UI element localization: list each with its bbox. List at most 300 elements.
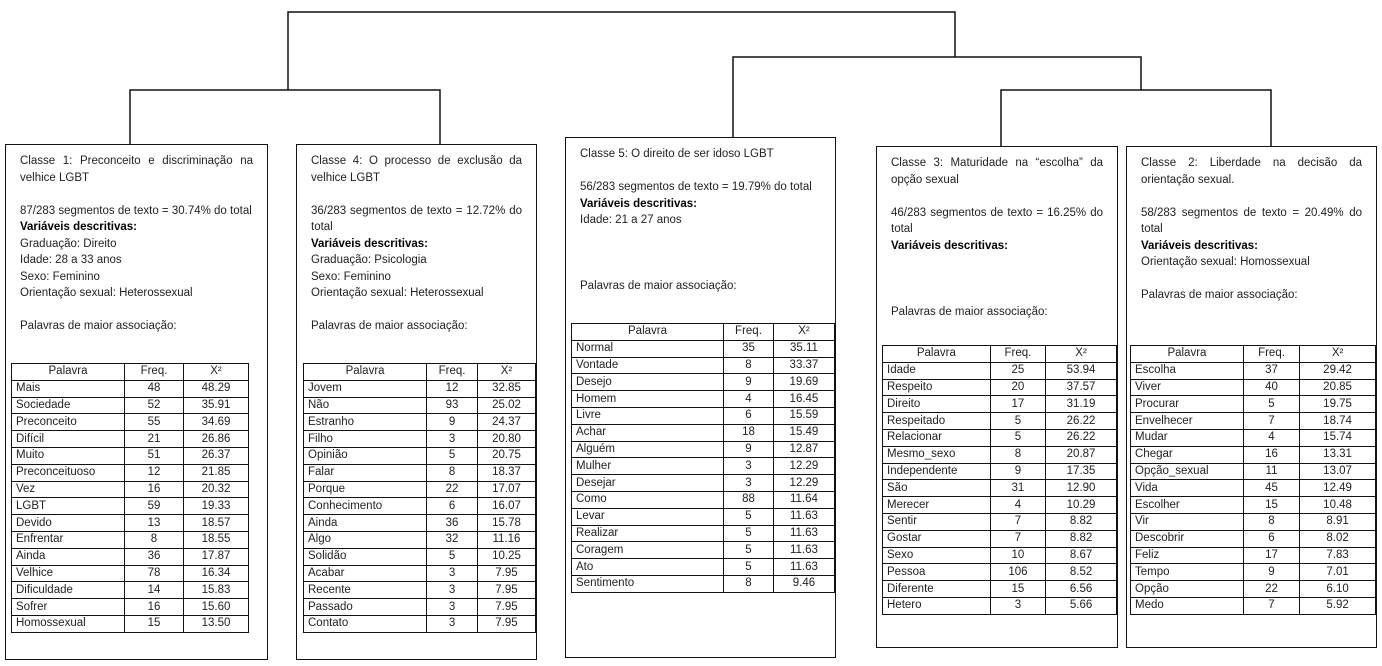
chi2-cell: 5.66	[1046, 597, 1117, 614]
chi2-cell: 10.48	[1300, 497, 1376, 514]
word-cell: Mesmo_sexo	[883, 446, 991, 463]
table-row	[572, 391, 835, 408]
chi2-cell: 18.55	[184, 531, 249, 548]
chi2-cell: 7.01	[1300, 564, 1376, 581]
freq-cell: 20	[990, 379, 1045, 396]
table-row	[304, 515, 536, 532]
table-row	[883, 446, 1117, 463]
segments-text: 46/283 segmentos de texto = 16.25% do total	[891, 206, 1103, 235]
word-cell: São	[883, 480, 991, 497]
chi2-cell: 5.92	[1300, 597, 1376, 614]
table-row	[12, 531, 249, 548]
table-row	[883, 581, 1117, 598]
table-row	[572, 559, 835, 576]
words-label: Palavras de maior associação:	[1141, 289, 1298, 301]
freq-cell: 5	[724, 542, 774, 559]
chi2-cell: 18.57	[184, 515, 249, 532]
freq-cell: 106	[990, 564, 1045, 581]
table-header-row	[12, 364, 249, 381]
word-cell: Homossexual	[12, 615, 125, 632]
chi2-cell: 13.31	[1300, 446, 1376, 463]
chi2-cell: 8.82	[1046, 530, 1117, 547]
chi2-cell: 20.32	[184, 481, 249, 498]
chi2-cell: 26.22	[1046, 413, 1117, 430]
table-row	[1131, 396, 1376, 413]
word-cell: Não	[304, 397, 427, 414]
chi2-cell: 12.29	[773, 458, 834, 475]
freq-cell: 8	[990, 446, 1045, 463]
words-table	[1130, 345, 1376, 615]
freq-cell: 16	[125, 481, 184, 498]
table-row	[883, 564, 1117, 581]
words-table	[11, 363, 249, 633]
class-box	[565, 137, 836, 658]
spacer	[20, 186, 253, 203]
chi2-cell: 15.78	[477, 515, 535, 532]
table-row	[572, 458, 835, 475]
table-row	[572, 475, 835, 492]
chi2-cell: 16.45	[773, 391, 834, 408]
chi2-cell: 26.22	[1046, 429, 1117, 446]
word-cell: Respeitado	[883, 413, 991, 430]
chi2-cell: 15.60	[184, 599, 249, 616]
table-row	[883, 379, 1117, 396]
chi2-cell: 24.37	[477, 414, 535, 431]
freq-cell: 9	[724, 374, 774, 391]
word-cell: Independente	[883, 463, 991, 480]
word-cell: Vir	[1131, 513, 1244, 530]
chi2-cell: 18.37	[477, 464, 535, 481]
word-cell: Sofrer	[12, 599, 125, 616]
word-cell: Estranho	[304, 414, 427, 431]
word-cell: Contato	[304, 615, 427, 632]
word-cell: Solidão	[304, 548, 427, 565]
dendrogram-left-branch	[130, 90, 440, 144]
spacer	[891, 287, 1103, 304]
word-cell: Ato	[572, 559, 724, 576]
table-row	[572, 340, 835, 357]
variables-label: Variáveis descritivas:	[1141, 239, 1258, 252]
table-row	[883, 497, 1117, 514]
table-row	[304, 615, 536, 632]
segments-text: 87/283 segmentos de texto = 30.74% do total	[20, 204, 252, 217]
freq-cell: 17	[1243, 547, 1299, 564]
table-row	[1131, 413, 1376, 430]
table-row	[1131, 581, 1376, 598]
table-row	[1131, 463, 1376, 480]
chi2-cell: 12.49	[1300, 480, 1376, 497]
variables-label: Variáveis descritivas:	[20, 221, 137, 233]
class-box	[296, 144, 537, 660]
freq-cell: 3	[427, 431, 478, 448]
spacer	[891, 188, 1103, 205]
chi2-cell: 7.95	[477, 565, 535, 582]
column-header: Palavra	[572, 324, 724, 341]
chi2-cell: 31.19	[1046, 396, 1117, 413]
column-header: Palavra	[1131, 346, 1244, 363]
freq-cell: 3	[724, 475, 774, 492]
class-title: Classe 3: Maturidade na “escolha” da opção sexual	[891, 157, 1103, 186]
freq-cell: 15	[125, 615, 184, 632]
freq-cell: 16	[1243, 446, 1299, 463]
chi2-cell: 17.87	[184, 548, 249, 565]
freq-cell: 31	[990, 480, 1045, 497]
column-header: Freq.	[125, 364, 184, 381]
column-header: Palavra	[883, 346, 991, 363]
word-cell: Desejo	[572, 374, 724, 391]
word-cell: Velhice	[12, 565, 125, 582]
chi2-cell: 11.64	[773, 491, 834, 508]
table-row	[572, 374, 835, 391]
dendrogram-right-branch	[733, 57, 1141, 137]
chi2-cell: 18.74	[1300, 413, 1376, 430]
word-cell: Conhecimento	[304, 498, 427, 515]
word-cell: Escolha	[1131, 362, 1244, 379]
freq-cell: 35	[724, 340, 774, 357]
word-cell: Mudar	[1131, 429, 1244, 446]
column-header: X²	[1300, 346, 1376, 363]
variable-item: Sexo: Feminino	[311, 270, 391, 283]
words-label: Palavras de maior associação:	[891, 305, 1048, 318]
chi2-cell: 17.07	[477, 481, 535, 498]
dendrogram-right-sub-branch	[1001, 90, 1271, 146]
class-title: Classe 5: O direito de ser idoso LGBT	[580, 148, 774, 160]
word-cell: Opção_sexual	[1131, 463, 1244, 480]
column-header: Freq.	[724, 324, 774, 341]
word-cell: Muito	[12, 447, 125, 464]
word-cell: Envelhecer	[1131, 413, 1244, 430]
chi2-cell: 20.85	[1300, 379, 1376, 396]
table-row	[883, 530, 1117, 547]
freq-cell: 59	[125, 498, 184, 515]
word-cell: Ainda	[304, 515, 427, 532]
freq-cell: 36	[125, 548, 184, 565]
word-cell: Vida	[1131, 480, 1244, 497]
table-row	[12, 431, 249, 448]
spacer	[311, 186, 522, 203]
variable-item: Orientação sexual: Homossexual	[1141, 256, 1310, 268]
table-row	[883, 362, 1117, 379]
word-cell: Merecer	[883, 497, 991, 514]
word-cell: Homem	[572, 391, 724, 408]
class-title: Classe 4: O processo de exclusão da velhice LGBT	[311, 155, 522, 184]
table-row	[883, 429, 1117, 446]
variable-item: Graduação: Direito	[20, 237, 117, 250]
spacer	[20, 302, 253, 319]
table-row	[304, 481, 536, 498]
freq-cell: 6	[427, 498, 478, 515]
table-row	[572, 508, 835, 525]
chi2-cell: 35.11	[773, 340, 834, 357]
freq-cell: 15	[1243, 497, 1299, 514]
table-row	[12, 380, 249, 397]
chi2-cell: 10.29	[1046, 497, 1117, 514]
table-row	[883, 396, 1117, 413]
freq-cell: 3	[427, 565, 478, 582]
freq-cell: 9	[990, 463, 1045, 480]
word-cell: Escolher	[1131, 497, 1244, 514]
freq-cell: 8	[427, 464, 478, 481]
chi2-cell: 16.07	[477, 498, 535, 515]
freq-cell: 3	[990, 597, 1045, 614]
table-row	[572, 407, 835, 424]
freq-cell: 5	[990, 413, 1045, 430]
table-row	[12, 599, 249, 616]
table-row	[304, 498, 536, 515]
word-cell: Sentir	[883, 513, 991, 530]
word-cell: Realizar	[572, 525, 724, 542]
word-cell: Chegar	[1131, 446, 1244, 463]
words-table	[571, 323, 835, 593]
words-label: Palavras de maior associação:	[580, 280, 737, 292]
chi2-cell: 19.75	[1300, 396, 1376, 413]
table-row	[12, 548, 249, 565]
chi2-cell: 15.59	[773, 407, 834, 424]
chi2-cell: 20.75	[477, 447, 535, 464]
freq-cell: 15	[990, 581, 1045, 598]
chi2-cell: 17.35	[1046, 463, 1117, 480]
chi2-cell: 9.46	[773, 575, 834, 592]
column-header: X²	[184, 364, 249, 381]
table-row	[1131, 513, 1376, 530]
freq-cell: 9	[724, 441, 774, 458]
chi2-cell: 15.83	[184, 582, 249, 599]
freq-cell: 13	[125, 515, 184, 532]
table-row	[883, 413, 1117, 430]
table-row	[1131, 362, 1376, 379]
word-cell: Tempo	[1131, 564, 1244, 581]
table-row	[12, 565, 249, 582]
table-row	[1131, 480, 1376, 497]
table-header-row	[1131, 346, 1376, 363]
freq-cell: 5	[427, 548, 478, 565]
word-cell: Sociedade	[12, 397, 125, 414]
chi2-cell: 13.07	[1300, 463, 1376, 480]
chi2-cell: 6.56	[1046, 581, 1117, 598]
word-cell: Desejar	[572, 475, 724, 492]
table-row	[1131, 547, 1376, 564]
table-row	[304, 380, 536, 397]
words-label: Palavras de maior associação:	[311, 320, 468, 332]
table-row	[1131, 429, 1376, 446]
chi2-cell: 11.16	[477, 531, 535, 548]
table-row	[12, 615, 249, 632]
table-row	[304, 599, 536, 616]
variables-label: Variáveis descritivas:	[580, 197, 697, 210]
chi2-cell: 6.10	[1300, 581, 1376, 598]
class-box	[876, 146, 1118, 648]
table-row	[304, 397, 536, 414]
word-cell: Levar	[572, 508, 724, 525]
word-cell: LGBT	[12, 498, 125, 515]
column-header: X²	[477, 364, 535, 381]
column-header: X²	[1046, 346, 1117, 363]
chi2-cell: 12.90	[1046, 480, 1117, 497]
word-cell: Normal	[572, 340, 724, 357]
chi2-cell: 8.52	[1046, 564, 1117, 581]
freq-cell: 4	[1243, 429, 1299, 446]
table-row	[12, 498, 249, 515]
word-cell: Vontade	[572, 357, 724, 374]
word-cell: Relacionar	[883, 429, 991, 446]
variable-item: Sexo: Feminino	[20, 270, 100, 283]
freq-cell: 32	[427, 531, 478, 548]
table-row	[572, 542, 835, 559]
freq-cell: 7	[990, 530, 1045, 547]
word-cell: Diferente	[883, 581, 991, 598]
word-cell: Hetero	[883, 597, 991, 614]
freq-cell: 12	[125, 464, 184, 481]
words-table	[303, 363, 536, 633]
chi2-cell: 8.67	[1046, 547, 1117, 564]
chi2-cell: 21.85	[184, 464, 249, 481]
chi2-cell: 7.95	[477, 615, 535, 632]
column-header: Palavra	[12, 364, 125, 381]
table-row	[12, 515, 249, 532]
word-cell: Vez	[12, 481, 125, 498]
freq-cell: 8	[724, 357, 774, 374]
chi2-cell: 12.87	[773, 441, 834, 458]
chi2-cell: 11.63	[773, 508, 834, 525]
variable-item: Orientação sexual: Heterossexual	[20, 287, 193, 299]
freq-cell: 5	[724, 559, 774, 576]
table-row	[572, 491, 835, 508]
variable-item: Idade: 21 a 27 anos	[580, 214, 682, 226]
table-row	[1131, 530, 1376, 547]
chi2-cell: 11.63	[773, 559, 834, 576]
word-cell: Mulher	[572, 458, 724, 475]
table-row	[572, 357, 835, 374]
table-row	[883, 597, 1117, 614]
freq-cell: 88	[724, 491, 774, 508]
table-row	[304, 565, 536, 582]
word-cell: Idade	[883, 362, 991, 379]
chi2-cell: 13.50	[184, 615, 249, 632]
freq-cell: 5	[427, 447, 478, 464]
table-row	[883, 463, 1117, 480]
column-header: X²	[773, 324, 834, 341]
segments-text: 56/283 segmentos de texto = 19.79% do total	[580, 181, 812, 193]
table-row	[304, 531, 536, 548]
freq-cell: 17	[990, 396, 1045, 413]
chi2-cell: 16.34	[184, 565, 249, 582]
table-row	[1131, 379, 1376, 396]
freq-cell: 22	[427, 481, 478, 498]
word-cell: Medo	[1131, 597, 1244, 614]
word-cell: Direito	[883, 396, 991, 413]
chi2-cell: 29.42	[1300, 362, 1376, 379]
chi2-cell: 11.63	[773, 525, 834, 542]
freq-cell: 5	[724, 525, 774, 542]
freq-cell: 5	[1243, 396, 1299, 413]
chi2-cell: 32.85	[477, 380, 535, 397]
table-header-row	[304, 364, 536, 381]
freq-cell: 3	[427, 615, 478, 632]
word-cell: Passado	[304, 599, 427, 616]
freq-cell: 22	[1243, 581, 1299, 598]
chi2-cell: 20.80	[477, 431, 535, 448]
column-header: Freq.	[427, 364, 478, 381]
chi2-cell: 11.63	[773, 542, 834, 559]
chi2-cell: 34.69	[184, 414, 249, 431]
table-row	[12, 464, 249, 481]
freq-cell: 10	[990, 547, 1045, 564]
freq-cell: 45	[1243, 480, 1299, 497]
freq-cell: 7	[990, 513, 1045, 530]
freq-cell: 4	[990, 497, 1045, 514]
word-cell: Acabar	[304, 565, 427, 582]
word-cell: Procurar	[1131, 396, 1244, 413]
spacer	[1141, 271, 1362, 288]
column-header: Palavra	[304, 364, 427, 381]
freq-cell: 8	[1243, 513, 1299, 530]
freq-cell: 51	[125, 447, 184, 464]
table-header-row	[883, 346, 1117, 363]
freq-cell: 12	[427, 380, 478, 397]
chi2-cell: 19.69	[773, 374, 834, 391]
variables-label: Variáveis descritivas:	[311, 237, 428, 250]
freq-cell: 5	[724, 508, 774, 525]
table-row	[883, 513, 1117, 530]
chi2-cell: 48.29	[184, 380, 249, 397]
spacer	[891, 254, 1103, 271]
freq-cell: 36	[427, 515, 478, 532]
chi2-cell: 33.37	[773, 357, 834, 374]
chi2-cell: 26.37	[184, 447, 249, 464]
freq-cell: 4	[724, 391, 774, 408]
word-cell: Preconceito	[12, 414, 125, 431]
word-cell: Coragem	[572, 542, 724, 559]
chi2-cell: 7.95	[477, 582, 535, 599]
chi2-cell: 25.02	[477, 397, 535, 414]
table-row	[12, 582, 249, 599]
chi2-cell: 10.25	[477, 548, 535, 565]
word-cell: Livre	[572, 407, 724, 424]
chi2-cell: 19.33	[184, 498, 249, 515]
freq-cell: 78	[125, 565, 184, 582]
chi2-cell: 7.83	[1300, 547, 1376, 564]
word-cell: Sentimento	[572, 575, 724, 592]
word-cell: Achar	[572, 424, 724, 441]
freq-cell: 9	[427, 414, 478, 431]
freq-cell: 3	[427, 599, 478, 616]
freq-cell: 8	[724, 575, 774, 592]
table-row	[1131, 564, 1376, 581]
word-cell: Como	[572, 491, 724, 508]
words-table	[882, 345, 1117, 615]
table-row	[304, 548, 536, 565]
word-cell: Feliz	[1131, 547, 1244, 564]
freq-cell: 7	[1243, 413, 1299, 430]
segments-text: 36/283 segmentos de texto = 12.72% do total	[311, 204, 522, 233]
word-cell: Respeito	[883, 379, 991, 396]
word-cell: Viver	[1131, 379, 1244, 396]
dendrogram-root-branch	[288, 12, 955, 90]
class-box	[1126, 146, 1377, 648]
freq-cell: 14	[125, 582, 184, 599]
word-cell: Gostar	[883, 530, 991, 547]
class-box	[5, 144, 268, 660]
spacer	[580, 229, 821, 246]
word-cell: Algo	[304, 531, 427, 548]
freq-cell: 5	[990, 429, 1045, 446]
chi2-cell: 37.57	[1046, 379, 1117, 396]
chi2-cell: 8.91	[1300, 513, 1376, 530]
column-header: Freq.	[990, 346, 1045, 363]
word-cell: Devido	[12, 515, 125, 532]
class-title: Classe 2: Liberdade na decisão da orientação sexual.	[1141, 157, 1362, 186]
spacer	[1141, 188, 1362, 205]
